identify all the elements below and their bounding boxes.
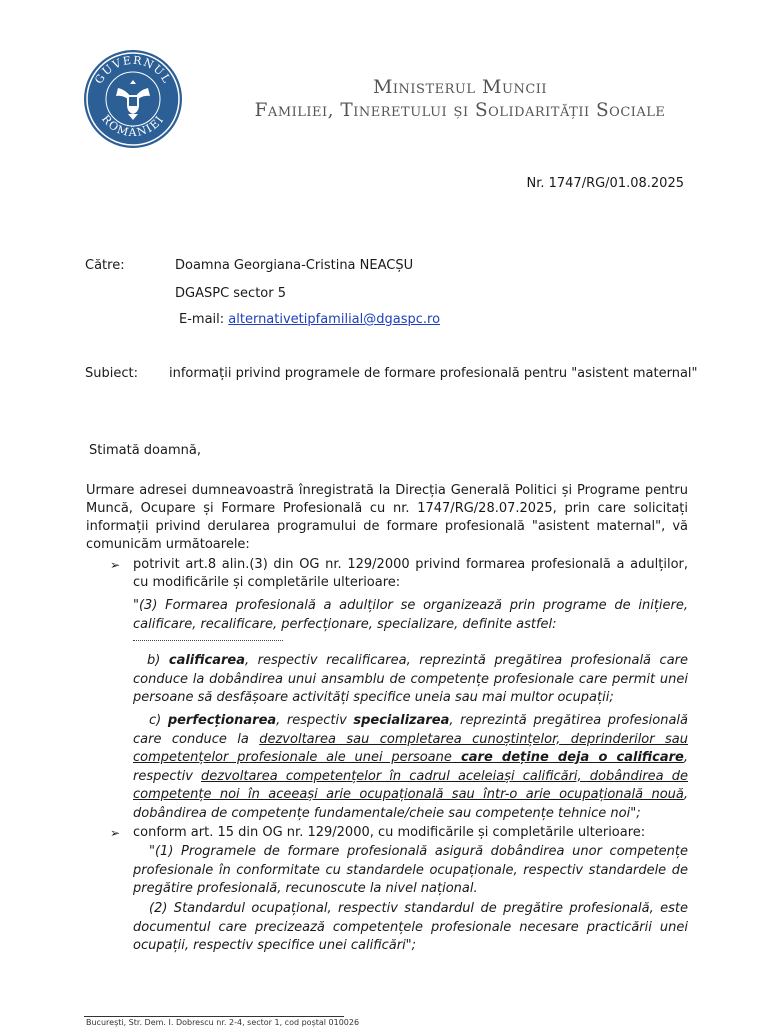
- salutation: Stimată doamnă,: [89, 443, 201, 458]
- subject-text: informații privind programele de formare profesională pentru "asistent maternal": [169, 366, 698, 381]
- ministry-name-line2: Familiei, Tineretului și Solidarității Sociale: [254, 100, 666, 121]
- footer-divider: [84, 1016, 344, 1017]
- svg-text:GUVERNUL: GUVERNUL: [92, 53, 174, 87]
- footer-address: București, Str. Dem. I. Dobrescu nr. 2-4, sector 1, cod poștal 010026: [86, 1018, 360, 1027]
- bullet-marker: ➢: [110, 558, 121, 572]
- ellipsis-dots: [133, 638, 283, 641]
- email-link[interactable]: alternativetipfamilial@dgaspc.ro: [228, 312, 441, 327]
- registration-number: Nr. 1747/RG/01.08.2025: [526, 176, 684, 191]
- article15-paragraph2: (2) Standardul ocupațional, respectiv standardul de pregătire profesională, este documentul care precizează competențele profesionale necesare practicării unei ocupații, respectiv specifice unei calificări";: [133, 901, 688, 953]
- definition-b: b) calificarea, respectiv recalificarea, reprezintă pregătirea profesională care conduce la dobândirea unui ansamblu de competențe profesionale care permit unei persoane să desfășoare activități specifice uneia sau mai multor ocupații;: [133, 653, 688, 705]
- recipient-institution: DGASPC sector 5: [175, 286, 286, 301]
- bullet-marker: ➢: [110, 826, 121, 840]
- email-label: E-mail:: [179, 312, 225, 327]
- bullet1-text: potrivit art.8 alin.(3) din OG nr. 129/2000 privind formarea profesională a adulților, cu modificările și completările ulterioare:: [133, 557, 688, 590]
- definition-c: c) perfecționarea, respectiv specializarea, reprezintă pregătirea profesională care conduce la dezvoltarea sau completarea cunoștințelor, deprinderilor sau competențelor profesionale ale unei persoane care deține deja o calificare, respectiv dezvoltarea competențelor în cadrul aceleiași calificări, dobândirea de competențe noi în aceeași arie ocupațională sau într-o arie ocupațională nouă, dobândirea de competențe fundamentale/cheie sau competențe tehnice noi";: [133, 713, 689, 821]
- article15-paragraph1: "(1) Programele de formare profesională asigură dobândirea unor competențe profesionale în conformitate cu standardele ocupaționale, respectiv standardele de pregătire profesională, recunoscute la nivel național.: [133, 844, 688, 896]
- government-seal-logo: [84, 50, 182, 148]
- recipient-label: Către:: [85, 258, 125, 273]
- recipient-email-row: [179, 312, 440, 327]
- recipient-name: Doamna Georgiana-Cristina NEACȘU: [175, 258, 414, 273]
- svg-text:ROMÂNIEI: ROMÂNIEI: [99, 112, 167, 140]
- bullet2-text: conform art. 15 din OG nr. 129/2000, cu modificările și completările ulterioare:: [133, 825, 646, 840]
- quote-intro: "(3) Formarea profesională a adulților se organizează prin programe de inițiere, calificare, recalificare, perfecționare, specializare, definite astfel:: [133, 598, 688, 632]
- ministry-name-line1: Ministerul Muncii: [372, 76, 548, 98]
- seal-graphic: [84, 50, 182, 148]
- intro-paragraph: Urmare adresei dumneavoastră înregistrată la Direcția Generală Politici și Programe pentru Muncă, Ocupare și Formare Profesională cu nr. 1747/RG/28.07.2025, prin care solicitați informații privind derularea programului de formare profesională "asistent maternal", vă comunicăm următoarele:: [86, 483, 688, 552]
- subject-label: Subiect:: [85, 366, 138, 381]
